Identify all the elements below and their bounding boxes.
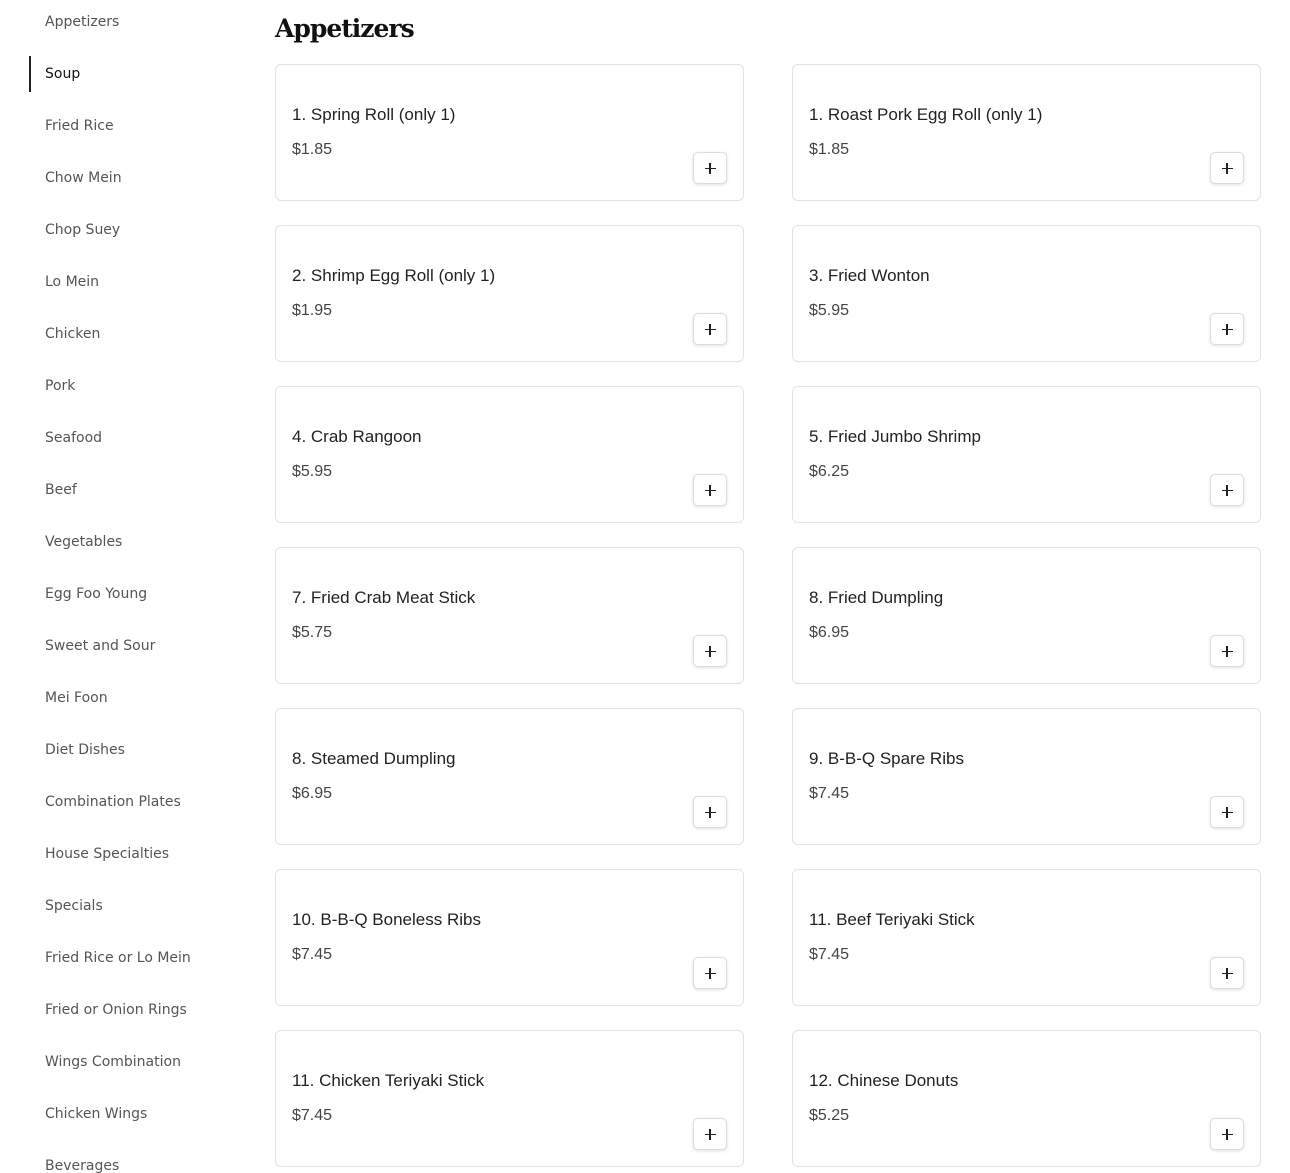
sidebar-item-house-specialties[interactable]: House Specialties xyxy=(45,846,170,862)
sidebar-item-specials[interactable]: Specials xyxy=(45,898,103,914)
plus-icon xyxy=(1222,807,1233,818)
menu-item-price: $5.25 xyxy=(809,1107,850,1124)
menu-item-name: 12. Chinese Donuts xyxy=(809,1071,959,1090)
plus-icon xyxy=(705,163,716,174)
menu-item-card[interactable] xyxy=(792,1030,1261,1167)
menu-item-name: 5. Fried Jumbo Shrimp xyxy=(809,427,981,446)
sidebar-item-chicken-wings[interactable]: Chicken Wings xyxy=(45,1106,148,1122)
plus-icon xyxy=(705,807,716,818)
menu-item-card[interactable] xyxy=(275,869,744,1006)
sidebar-item-diet-dishes[interactable]: Diet Dishes xyxy=(45,742,125,758)
menu-item-card[interactable] xyxy=(792,386,1261,523)
menu-item-name: 7. Fried Crab Meat Stick xyxy=(292,588,476,607)
sidebar-item-chicken[interactable]: Chicken xyxy=(45,326,101,342)
sidebar-item-mei-foon[interactable]: Mei Foon xyxy=(45,690,108,706)
sidebar-item-seafood[interactable]: Seafood xyxy=(45,430,103,446)
sidebar-item-fried-rice[interactable]: Fried Rice xyxy=(45,118,114,134)
menu-item-name: 11. Beef Teriyaki Stick xyxy=(809,910,975,929)
menu-item-price: $1.95 xyxy=(292,302,333,319)
plus-icon xyxy=(705,1129,716,1140)
plus-icon xyxy=(1222,1129,1233,1140)
sidebar-item-fried-or-onion-rings[interactable]: Fried or Onion Rings xyxy=(45,1002,187,1018)
sidebar-item-beef[interactable]: Beef xyxy=(45,482,77,498)
menu-item-card[interactable] xyxy=(275,1030,744,1167)
menu-item-price: $7.45 xyxy=(292,946,333,963)
sidebar-item-pork[interactable]: Pork xyxy=(45,378,76,394)
menu-item-price: $1.85 xyxy=(809,141,850,158)
menu-item-name: 4. Crab Rangoon xyxy=(292,427,422,446)
plus-icon xyxy=(705,646,716,657)
menu-item-card[interactable] xyxy=(275,225,744,362)
add-to-cart-button[interactable] xyxy=(1210,635,1244,667)
add-to-cart-button[interactable] xyxy=(1210,796,1244,828)
add-to-cart-button[interactable] xyxy=(1210,152,1244,184)
add-to-cart-button[interactable] xyxy=(693,474,727,506)
menu-item-card[interactable] xyxy=(792,547,1261,684)
menu-item-card[interactable] xyxy=(792,225,1261,362)
menu-item-price: $6.25 xyxy=(809,463,850,480)
menu-item-name: 8. Steamed Dumpling xyxy=(292,749,456,768)
add-to-cart-button[interactable] xyxy=(693,1118,727,1150)
plus-icon xyxy=(705,968,716,979)
menu-item-name: 3. Fried Wonton xyxy=(809,266,930,285)
sidebar-item-combination-plates[interactable]: Combination Plates xyxy=(45,794,181,810)
sidebar-item-soup[interactable]: Soup xyxy=(29,56,229,92)
menu-item-name: 8. Fried Dumpling xyxy=(809,588,944,607)
menu-item-card[interactable] xyxy=(275,386,744,523)
plus-icon xyxy=(1222,163,1233,174)
sidebar-item-vegetables[interactable]: Vegetables xyxy=(45,534,123,550)
add-to-cart-button[interactable] xyxy=(693,957,727,989)
sidebar-item-appetizers[interactable]: Appetizers xyxy=(45,14,120,30)
plus-icon xyxy=(1222,968,1233,979)
menu-item-price: $5.95 xyxy=(809,302,850,319)
add-to-cart-button[interactable] xyxy=(693,635,727,667)
sidebar-item-egg-foo-young[interactable]: Egg Foo Young xyxy=(45,586,148,602)
menu-item-card[interactable] xyxy=(275,64,744,201)
menu-item-name: 1. Spring Roll (only 1) xyxy=(292,105,456,124)
menu-item-price: $7.45 xyxy=(809,785,850,802)
plus-icon xyxy=(1222,485,1233,496)
menu-item-card[interactable] xyxy=(792,64,1261,201)
menu-item-price: $5.95 xyxy=(292,463,333,480)
menu-item-name: 9. B-B-Q Spare Ribs xyxy=(809,749,964,768)
plus-icon xyxy=(1222,646,1233,657)
add-to-cart-button[interactable] xyxy=(1210,1118,1244,1150)
menu-item-price: $7.45 xyxy=(809,946,850,963)
add-to-cart-button[interactable] xyxy=(1210,474,1244,506)
menu-item-card[interactable] xyxy=(792,708,1261,845)
menu-item-price: $1.85 xyxy=(292,141,333,158)
plus-icon xyxy=(1222,324,1233,335)
plus-icon xyxy=(705,324,716,335)
menu-item-card[interactable] xyxy=(792,869,1261,1006)
category-sidebar xyxy=(0,0,240,1173)
add-to-cart-button[interactable] xyxy=(693,152,727,184)
plus-icon xyxy=(705,485,716,496)
add-to-cart-button[interactable] xyxy=(1210,957,1244,989)
menu-content xyxy=(275,0,1265,1173)
menu-item-price: $7.45 xyxy=(292,1107,333,1124)
menu-item-card[interactable] xyxy=(275,708,744,845)
add-to-cart-button[interactable] xyxy=(1210,313,1244,345)
sidebar-item-sweet-and-sour[interactable]: Sweet and Sour xyxy=(45,638,156,654)
menu-item-name: 11. Chicken Teriyaki Stick xyxy=(292,1071,485,1090)
menu-item-card[interactable] xyxy=(275,547,744,684)
sidebar-item-fried-rice-or-lo-mein[interactable]: Fried Rice or Lo Mein xyxy=(45,950,191,966)
menu-item-price: $6.95 xyxy=(292,785,333,802)
sidebar-item-lo-mein[interactable]: Lo Mein xyxy=(45,274,100,290)
menu-item-name: 1. Roast Pork Egg Roll (only 1) xyxy=(809,105,1043,124)
menu-item-price: $5.75 xyxy=(292,624,333,641)
sidebar-item-chow-mein[interactable]: Chow Mein xyxy=(45,170,122,186)
add-to-cart-button[interactable] xyxy=(693,796,727,828)
section-title: Appetizers xyxy=(275,14,414,43)
menu-item-name: 2. Shrimp Egg Roll (only 1) xyxy=(292,266,496,285)
add-to-cart-button[interactable] xyxy=(693,313,727,345)
sidebar-item-chop-suey[interactable]: Chop Suey xyxy=(45,222,121,238)
menu-item-price: $6.95 xyxy=(809,624,850,641)
menu-item-name: 10. B-B-Q Boneless Ribs xyxy=(292,910,481,929)
sidebar-item-wings-combination[interactable]: Wings Combination xyxy=(45,1054,181,1070)
sidebar-item-beverages[interactable]: Beverages xyxy=(45,1158,120,1173)
